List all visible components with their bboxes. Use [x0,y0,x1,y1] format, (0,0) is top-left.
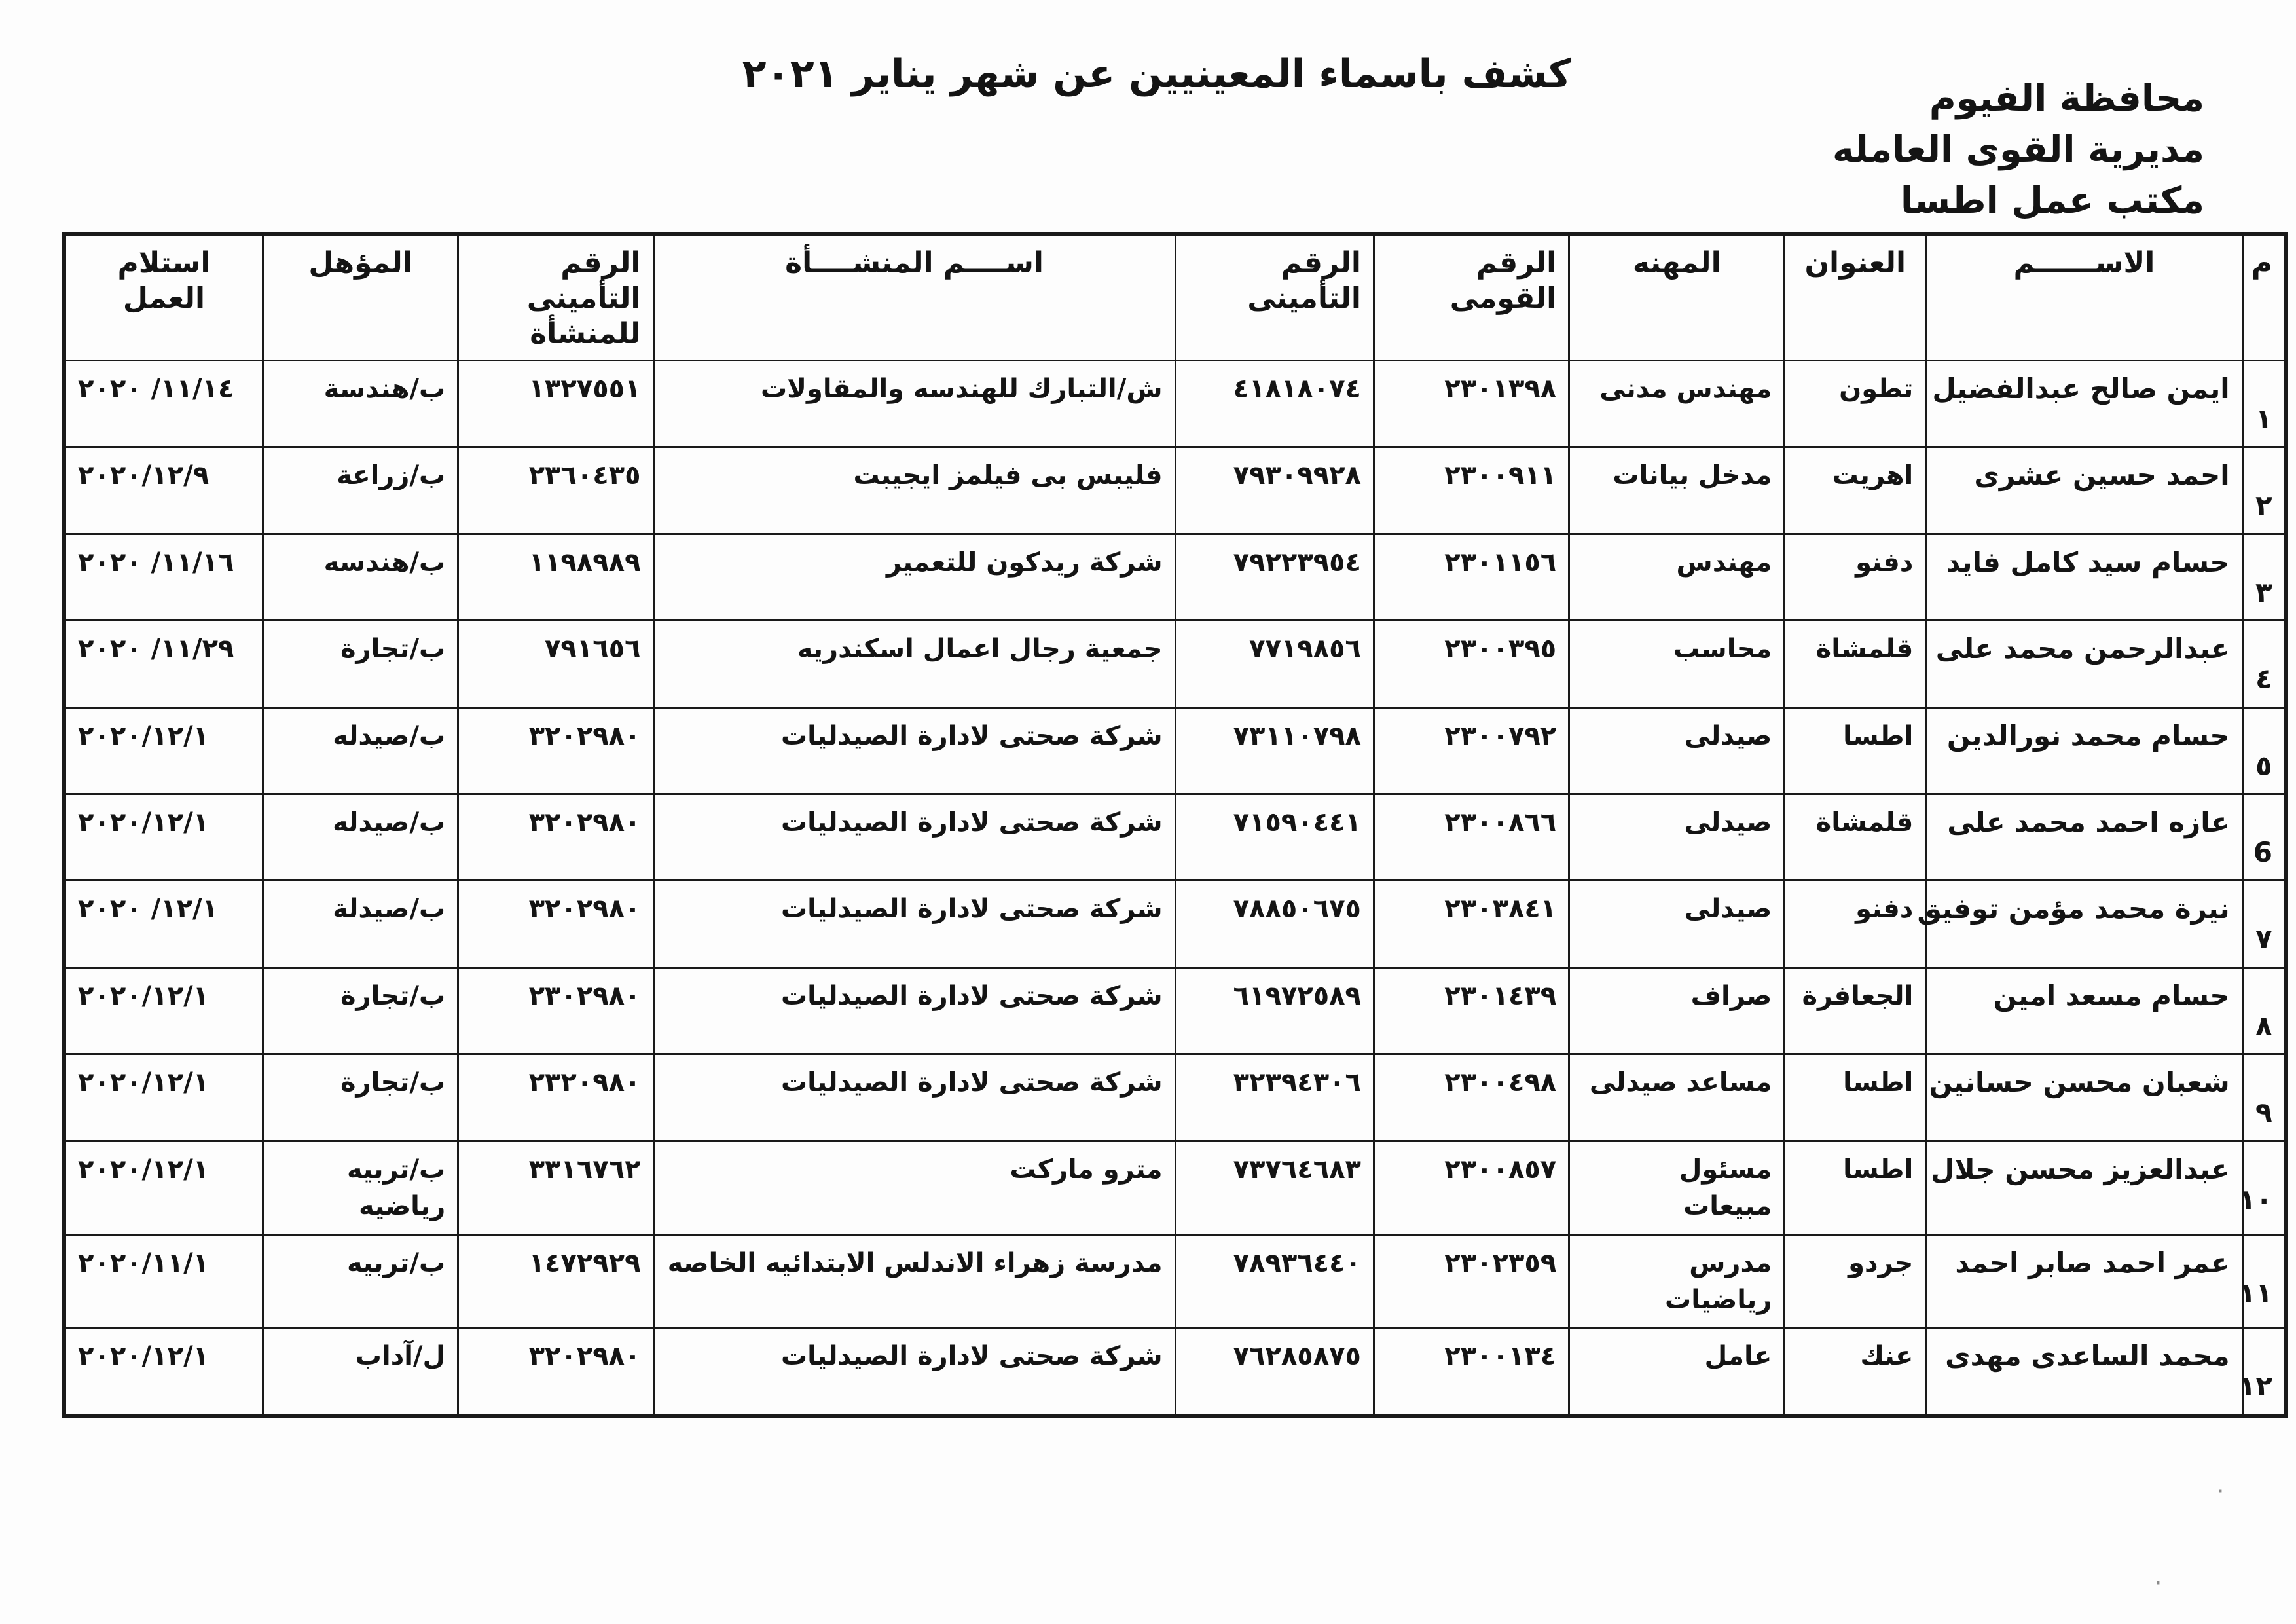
cell-insurance-no: ٦١٩٧٢٥٨٩ [1175,967,1374,1054]
cell-index: ٣ [2242,534,2286,620]
cell-address: جردو [1785,1234,1926,1328]
cell-insurance-no: ٧٣١١٠٧٩٨ [1175,707,1374,794]
cell-qualification: ب/زراعة [263,447,458,534]
cell-establishment: شركة صحتى لادارة الصيدليات [653,1054,1175,1141]
table-row [64,1328,2286,1416]
cell-index: ٧ [2242,881,2286,967]
cell-start-date: ٢٠٢٠/١٢/١ [64,967,263,1054]
cell-address: دفنو [1785,881,1926,967]
cell-name: عازه احمد محمد على [1926,794,2242,880]
cell-insurance-no: ٧٨٩٣٦٤٤٠ [1175,1234,1374,1328]
cell-address: قلمشاة [1785,621,1926,707]
cell-address: الجعافرة [1785,967,1926,1054]
cell-qualification: ب/تربيه [263,1234,458,1328]
cell-profession: عامل [1569,1328,1785,1416]
cell-start-date: ١١/١٤/ ٢٠٢٠ [64,361,263,447]
cell-insurance-no: ٧٣٧٦٤٦٨٣ [1175,1141,1374,1234]
cell-national-id: ٢٣٠٠٨٥٧ [1374,1141,1569,1234]
employees-table [62,232,2288,1418]
cell-start-date: ١١/١٦/ ٢٠٢٠ [64,534,263,620]
table-row [64,1234,2286,1328]
cell-establishment: شركة صحتى لادارة الصيدليات [653,967,1175,1054]
cell-index: ١٢ [2242,1328,2286,1416]
cell-index: 6 [2242,794,2286,880]
cell-national-id: ٢٣٠٠٣٩٥ [1374,621,1569,707]
col-header-profession: المهنه [1569,234,1785,361]
cell-establishment-insurance: ٣٢٠٢٩٨٠ [458,794,653,880]
cell-national-id: ٢٣٠١٣٩٨ [1374,361,1569,447]
cell-address: قلمشاة [1785,794,1926,880]
cell-establishment-insurance: ٢٣٢٠٩٨٠ [458,1054,653,1141]
cell-establishment: شركة صحتى لادارة الصيدليات [653,1328,1175,1416]
cell-establishment: شركة صحتى لادارة الصيدليات [653,881,1175,967]
table-row [64,621,2286,707]
header-directorate: مديرية القوى العامله [1832,128,2204,171]
table-row [64,707,2286,794]
cell-establishment-insurance: ٢٣٦٠٤٣٥ [458,447,653,534]
cell-establishment: مدرسة زهراء الاندلس الابتدائيه الخاصه [653,1234,1175,1328]
cell-name: حسام مسعد امين [1926,967,2242,1054]
col-header-qualification: المؤهل [263,234,458,361]
cell-name: عمر احمد صابر احمد [1926,1234,2242,1328]
cell-qualification: ب/صيدله [263,707,458,794]
cell-qualification: ب/تجارة [263,1054,458,1141]
cell-qualification: ب/تجارة [263,621,458,707]
cell-address: اطسا [1785,1054,1926,1141]
cell-address: اهريت [1785,447,1926,534]
cell-establishment: فليبس بى فيلمز ايجيبت [653,447,1175,534]
cell-start-date: ٢٠٢٠/١٢/١ [64,794,263,880]
cell-address: اطسا [1785,1141,1926,1234]
cell-name: احمد حسين عشرى [1926,447,2242,534]
col-header-national-id: الرقم القومى [1374,234,1569,361]
cell-profession: محاسب [1569,621,1785,707]
cell-profession: مسئول مبيعات [1569,1141,1785,1234]
table-row [64,881,2286,967]
cell-name: شعبان محسن حسانين [1926,1054,2242,1141]
cell-start-date: ١٢/١/ ٢٠٢٠ [64,881,263,967]
cell-index: ١٠ [2242,1141,2286,1234]
col-header-start-date: استلام العمل [64,234,263,361]
org-header [1746,73,2204,227]
table-header-row [64,234,2286,361]
table-row [64,967,2286,1054]
table-row [64,1141,2286,1234]
document-title: كشف باسماء المعينيين عن شهر يناير ٢٠٢١ [742,51,1571,97]
cell-national-id: ٢٣٠٠٩١١ [1374,447,1569,534]
col-header-name: الاســــــم [1926,234,2242,361]
cell-insurance-no: ٧١٥٩٠٤٤١ [1175,794,1374,880]
cell-establishment: شركة صحتى لادارة الصيدليات [653,707,1175,794]
cell-name: حسام سيد كامل فايد [1926,534,2242,620]
cell-start-date: ٢٠٢٠/١٢/١ [64,1141,263,1234]
cell-establishment: شركة صحتى لادارة الصيدليات [653,794,1175,880]
cell-national-id: ٢٣٠٠٨٦٦ [1374,794,1569,880]
cell-qualification: ب/تجارة [263,967,458,1054]
cell-insurance-no: ٣٢٣٩٤٣٠٦ [1175,1054,1374,1141]
col-header-establishment: اســــم المنشــــأة [653,234,1175,361]
cell-national-id: ٢٣٠٠٧٩٢ [1374,707,1569,794]
cell-qualification: ب/صيدلة [263,881,458,967]
table-row [64,361,2286,447]
cell-qualification: ب/تربيه رياضيه [263,1141,458,1234]
cell-qualification: ب/صيدله [263,794,458,880]
cell-establishment-insurance: ٢٣٠٢٩٨٠ [458,967,653,1054]
cell-insurance-no: ٧٧١٩٨٥٦ [1175,621,1374,707]
cell-national-id: ٢٣٠٠١٣٤ [1374,1328,1569,1416]
cell-establishment-insurance: ١٤٧٢٩٢٩ [458,1234,653,1328]
cell-name: عبدالعزيز محسن جلال [1926,1141,2242,1234]
col-header-index: م [2242,234,2286,361]
cell-start-date: ٢٠٢٠/١٢/١ [64,1328,263,1416]
cell-start-date: ٢٠٢٠/١٢/١ [64,1054,263,1141]
cell-start-date: ٢٠٢٠/١٢/٩ [64,447,263,534]
cell-establishment: مترو ماركت [653,1141,1175,1234]
header-office: مكتب عمل اطسا [1900,179,2204,222]
table-row [64,447,2286,534]
cell-national-id: ٢٣٠٢٣٥٩ [1374,1234,1569,1328]
cell-address: عنك [1785,1328,1926,1416]
cell-insurance-no: ٧٩٢٢٣٩٥٤ [1175,534,1374,620]
cell-profession: صيدلى [1569,707,1785,794]
cell-index: ٤ [2242,621,2286,707]
cell-address: اطسا [1785,707,1926,794]
cell-name: حسام محمد نورالدين [1926,707,2242,794]
cell-insurance-no: ٧٩٣٠٩٩٢٨ [1175,447,1374,534]
cell-establishment-insurance: ٣٢٠٢٩٨٠ [458,1328,653,1416]
cell-national-id: ٢٣٠٠٤٩٨ [1374,1054,1569,1141]
cell-index: ١١ [2242,1234,2286,1328]
cell-establishment-insurance: ٣٢٠٢٩٨٠ [458,707,653,794]
cell-establishment-insurance: ١٣٢٧٥٥١ [458,361,653,447]
cell-profession: مساعد صيدلى [1569,1054,1785,1141]
cell-insurance-no: ٧٦٢٨٥٨٧٥ [1175,1328,1374,1416]
cell-start-date: ٢٠٢٠/١١/١ [64,1234,263,1328]
cell-address: تطون [1785,361,1926,447]
scan-speck-mark: · [2154,1568,2162,1598]
cell-name: نيرة محمد مؤمن توفيق [1926,881,2242,967]
table-row [64,794,2286,880]
cell-establishment-insurance: ٧٩١٦٥٦ [458,621,653,707]
col-header-insurance-no: الرقم التأمينى [1175,234,1374,361]
cell-profession: صيدلى [1569,881,1785,967]
cell-name: ايمن صالح عبدالفضيل [1926,361,2242,447]
cell-index: ٩ [2242,1054,2286,1141]
cell-establishment-insurance: ٣٢٠٢٩٨٠ [458,881,653,967]
cell-national-id: ٢٣٠١٤٣٩ [1374,967,1569,1054]
cell-qualification: ب/هندسة [263,361,458,447]
cell-profession: مدخل بيانات [1569,447,1785,534]
cell-start-date: ٢٠٢٠/١٢/١ [64,707,263,794]
cell-insurance-no: ٧٨٨٥٠٦٧٥ [1175,881,1374,967]
cell-establishment: شركة ريدكون للتعمير [653,534,1175,620]
cell-establishment: جمعية رجال اعمال اسكندريه [653,621,1175,707]
cell-name: محمد الساعدى مهدى [1926,1328,2242,1416]
cell-establishment: ش/التبارك للهندسه والمقاولات [653,361,1175,447]
cell-profession: مدرس رياضيات [1569,1234,1785,1328]
cell-qualification: ل/آداب [263,1328,458,1416]
cell-profession: مهندس [1569,534,1785,620]
cell-establishment-insurance: ١١٩٨٩٨٩ [458,534,653,620]
cell-index: ٥ [2242,707,2286,794]
cell-name: عبدالرحمن محمد على [1926,621,2242,707]
table-row [64,534,2286,620]
cell-profession: صراف [1569,967,1785,1054]
cell-index: ١ [2242,361,2286,447]
cell-national-id: ٢٣٠١١٥٦ [1374,534,1569,620]
cell-start-date: ١١/٢٩/ ٢٠٢٠ [64,621,263,707]
cell-qualification: ب/هندسه [263,534,458,620]
cell-national-id: ٢٣٠٣٨٤١ [1374,881,1569,967]
cell-index: ٢ [2242,447,2286,534]
cell-establishment-insurance: ٣٣١٦٧٦٢ [458,1141,653,1234]
table-row [64,1054,2286,1141]
cell-profession: صيدلى [1569,794,1785,880]
cell-address: دفنو [1785,534,1926,620]
cell-insurance-no: ٤١٨١٨٠٧٤ [1175,361,1374,447]
scan-speck-mark: · [2216,1477,2225,1507]
header-governorate: محافظة الفيوم [1929,77,2204,120]
cell-profession: مهندس مدنى [1569,361,1785,447]
col-header-address: العنوان [1785,234,1926,361]
col-header-establishment-insurance: الرقم التأمينى للمنشأة [458,234,653,361]
cell-index: ٨ [2242,967,2286,1054]
table-body [64,361,2286,1416]
